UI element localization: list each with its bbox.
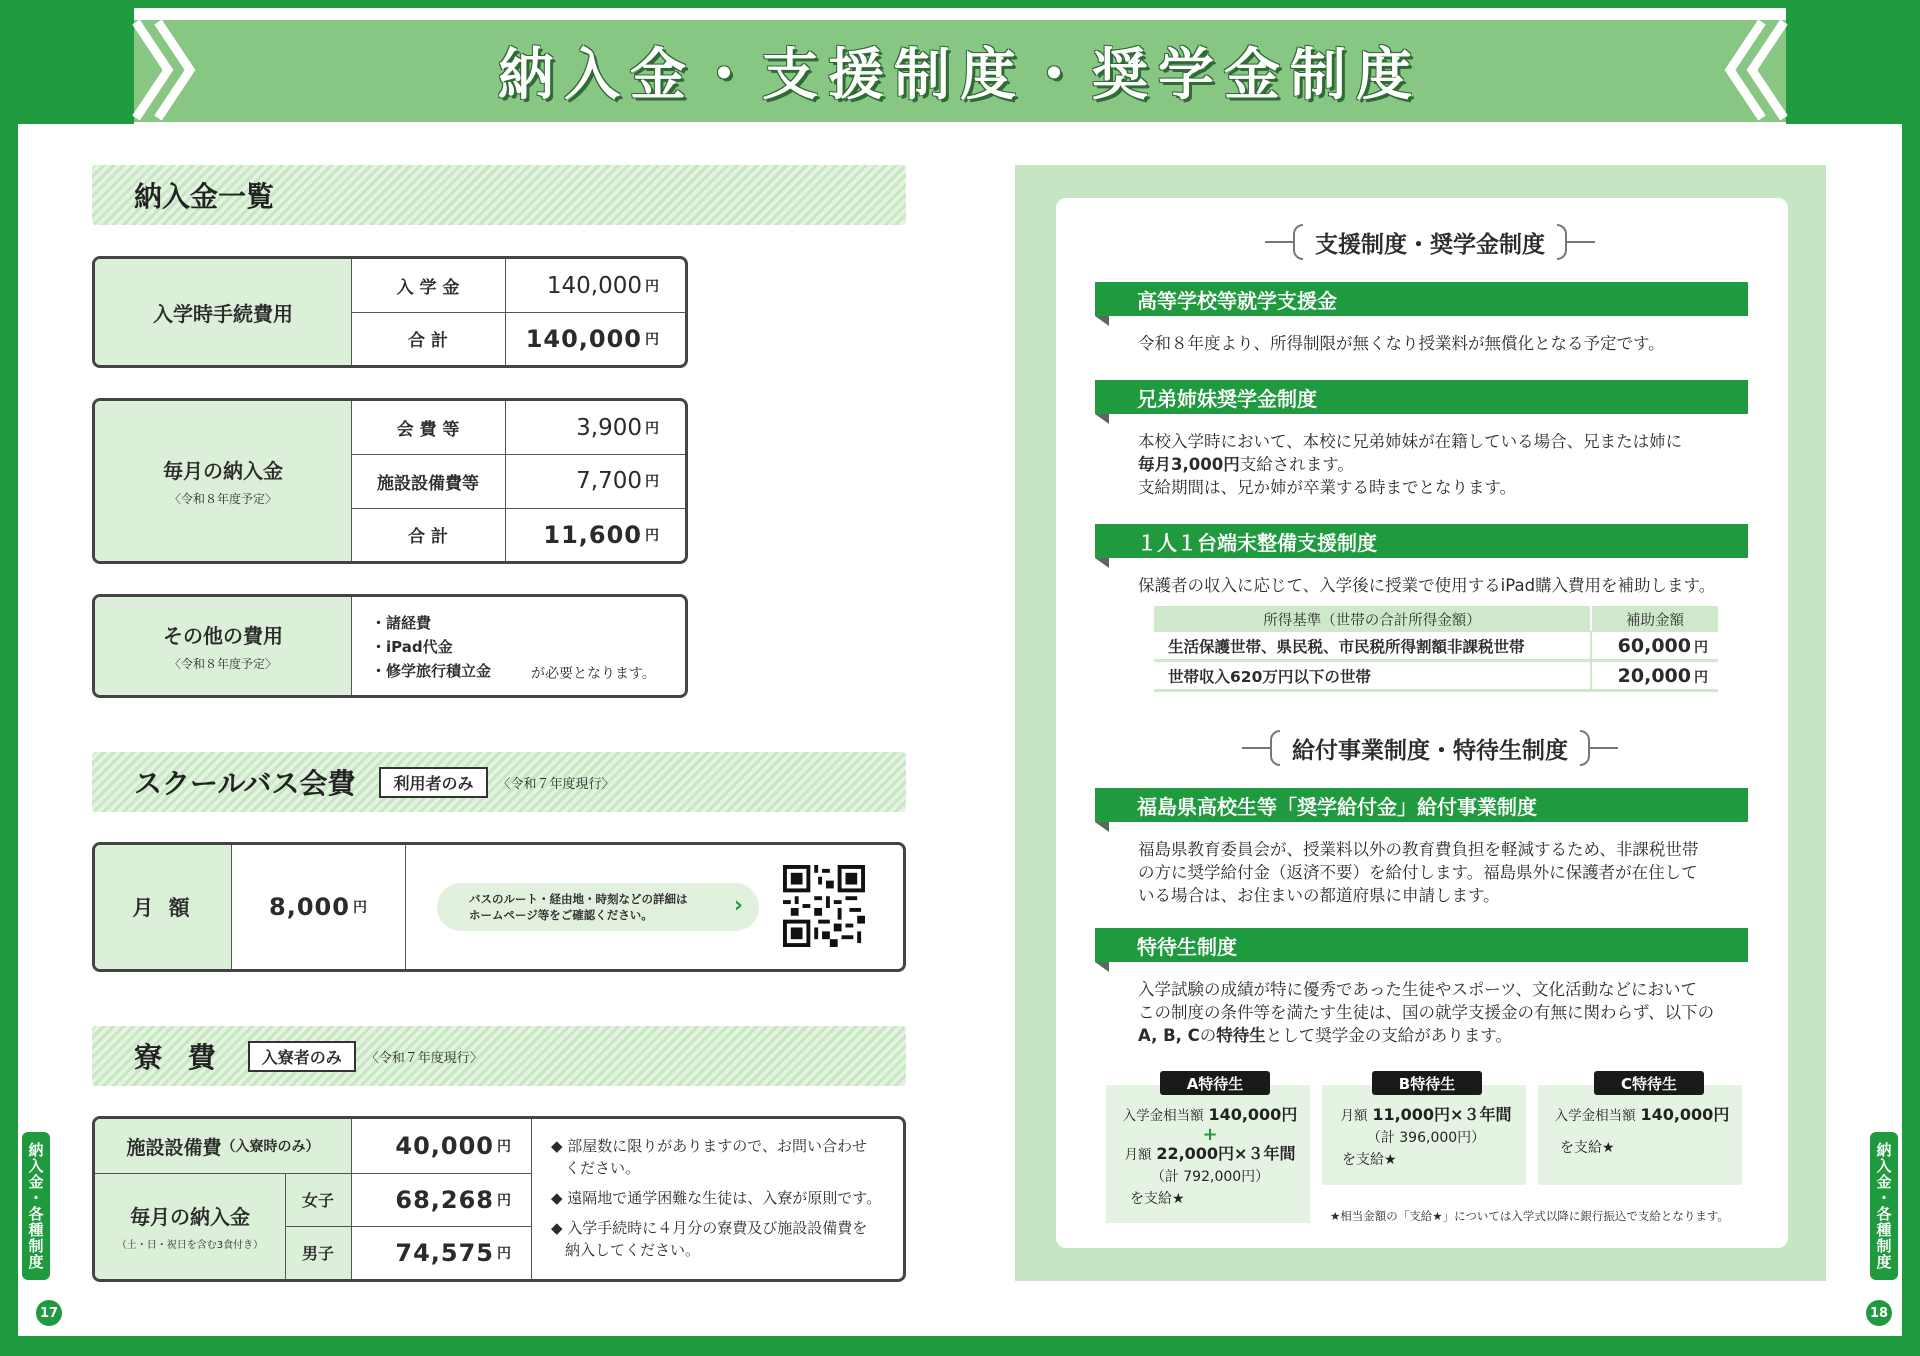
special-student-text: 入学試験の成績が特に優秀であった生徒やスポーツ、文化活動などにおいて この制度の条件等を満たす生徒は、国の就学支援金の有無に関わらず、以下の A, B, Cの特待生として奨学金の支給があります。: [1138, 980, 1715, 1045]
monthly-label: 毎月の納入金: [163, 459, 283, 483]
bus-link-text-1: バスのルート・経由地・時刻などの詳細は: [469, 892, 688, 906]
dorm-note-item: ◆ 遠隔地で通学困難な生徒は、入寮が原則です。: [551, 1189, 882, 1207]
bus-note: 〈令和７年度現行〉: [497, 776, 615, 792]
right-chevron-icon: [1722, 18, 1792, 122]
dorm-male-label: 男子: [301, 1244, 334, 1263]
left-header-block: [0, 0, 134, 124]
tier-footnote: ★相当金額の「支給★」については入学式以降に銀行振込で支給となります。: [1330, 1209, 1729, 1223]
dorm-notes: [551, 1135, 901, 1261]
dorm-monthly-label-cell: [95, 1173, 285, 1279]
dorm-note-item: ◆ 入学手続時に４月分の寮費及び施設設備費を 納入してください。: [551, 1219, 868, 1259]
bus-link-button[interactable]: [437, 883, 759, 931]
top-border: [0, 0, 1920, 8]
bus-heading-text: スクールバス会費: [134, 767, 356, 800]
dorm-female-amount: 68,268 円: [395, 1185, 511, 1214]
dorm-section-heading: [92, 1026, 906, 1086]
title-band: [134, 20, 1786, 122]
bus-link-text-2: ホームページ等をご確認ください。: [469, 908, 653, 922]
fees-heading-text: 納入金一覧: [134, 180, 275, 213]
tier-c-tag: C特待生: [1594, 1071, 1704, 1095]
support-heading: [1090, 222, 1770, 262]
other-label: その他の費用: [163, 624, 283, 648]
monthly-total-value: 11,600 円: [543, 520, 659, 549]
dorm-monthly-sub: （土・日・祝日を含む3食付き）: [116, 1240, 264, 1251]
subsidy-col-criteria: 所得基準（世帯の合計所得金額）: [1263, 612, 1481, 629]
table-row: 世帯収入620万円以下の世帯 20,000 円: [1154, 662, 1718, 692]
entrance-total-value: 140,000 円: [525, 324, 659, 353]
other-note: が必要となります。: [531, 666, 656, 682]
monthly-sub: 〈令和８年度予定〉: [168, 492, 277, 506]
dorm-facility-amount: 40,000 円: [395, 1132, 511, 1160]
dorm-facility-label-sub: （入寮時のみ）: [221, 1139, 320, 1155]
dorm-heading-text: 寮 費: [134, 1041, 224, 1074]
bus-label: 月 額: [132, 896, 194, 920]
bus-fee-card: [92, 842, 906, 972]
other-sub: 〈令和８年度予定〉: [168, 657, 277, 671]
dorm-fee-card: [92, 1116, 906, 1282]
subsidy-col-amount: 補助金額: [1626, 612, 1684, 629]
fees-section-heading: [92, 165, 906, 225]
support-heading-text: 支援制度・奨学金制度: [1315, 231, 1545, 258]
entrance-row-item: 入 学 金: [396, 278, 460, 298]
monthly-label-cell: [95, 401, 351, 561]
dorm-tag: 入寮者のみ: [248, 1041, 356, 1072]
device-support-text: 保護者の収入に応じて、入学後に授業で使用するiPad購入費用を補助します。: [1138, 576, 1716, 595]
bar-sibling-scholarship: 兄弟姉妹奨学金制度: [1095, 380, 1748, 414]
dorm-note: 〈令和７年度現行〉: [365, 1050, 483, 1066]
page-number-right: 18: [1866, 1300, 1892, 1326]
bar-fukushima-benefit: 福島県高校生等「奨学給付金」給付事業制度: [1095, 788, 1748, 822]
tier-b-text: 月額 11,000円×３年間 （計 396,000円） を支給★: [1340, 1105, 1512, 1168]
qr-code-icon[interactable]: [783, 865, 865, 947]
bar-device-support: １人１台端末整備支援制度: [1095, 524, 1748, 558]
other-item: ・諸経費: [371, 614, 432, 632]
left-border: [0, 0, 18, 1356]
tuition-support-text: 令和８年度より、所得制限が無くなり授業料が無償化となる予定です。: [1138, 334, 1665, 353]
side-tab-right: 納入金・各種制度: [1870, 1132, 1898, 1280]
monthly-row-item-2: 施設設備費等: [377, 473, 479, 494]
dorm-male-amount: 74,575 円: [395, 1238, 511, 1267]
sibling-scholarship-text: 本校入学時において、本校に兄弟姉妹が在籍している場合、兄または姉に 毎月3,000円支給されます。 支給期間は、兄か姉が卒業する時までとなります。: [1138, 432, 1683, 497]
monthly-row-value-1: 3,900 円: [576, 414, 659, 441]
tier-a-text: 入学金相当額 140,000円 + 月額 22,000円×３年間 （計 792,000円） を支給★: [1122, 1105, 1298, 1207]
entrance-row-value: 140,000 円: [546, 272, 659, 299]
sibling-amount: 毎月3,000円: [1138, 455, 1240, 474]
tier-a-tag: A特待生: [1160, 1071, 1270, 1095]
bar-special-student: 特待生制度: [1095, 928, 1748, 962]
monthly-total-item: 合 計: [408, 527, 448, 547]
entrance-label: 入学時手続費用: [153, 301, 293, 326]
right-border: [1902, 0, 1920, 1356]
table-row: 生活保護世帯、県民税、市民税所得割額非課税世帯 60,000 円: [1154, 632, 1718, 662]
bus-tag: 利用者のみ: [379, 767, 487, 798]
entrance-total-item: 合 計: [408, 331, 448, 351]
other-label-cell: [95, 597, 351, 695]
tier-c-text: 入学金相当額 140,000円 を支給★: [1554, 1105, 1730, 1156]
fukushima-benefit-text: 福島県教育委員会が、授業料以外の教育費負担を軽減するため、非課税世帯 の方に奨学給付金（返済不要）を給付します。福島県外に保護者が在住して いる場合は、お住まいの都道府県に申請します。: [1138, 840, 1699, 905]
dorm-female-label: 女子: [301, 1191, 334, 1210]
monthly-fee-card: [92, 398, 688, 564]
dorm-monthly-label: 毎月の納入金: [130, 1205, 250, 1229]
side-tab-left: 納入金・各種制度: [22, 1132, 50, 1280]
other-items-list: [371, 611, 491, 683]
other-item: ・iPad代金: [371, 638, 453, 656]
bus-section-heading: [92, 752, 906, 812]
right-header-block: [1786, 0, 1920, 124]
monthly-row-item-1: 会 費 等: [396, 420, 460, 440]
bottom-border: [0, 1336, 1920, 1356]
entrance-fee-card: [92, 256, 688, 368]
bus-label-cell: [95, 845, 231, 969]
chevron-right-icon: ›: [733, 893, 743, 918]
dorm-facility-label: 施設設備費: [126, 1136, 222, 1159]
page-number-left: 17: [36, 1300, 62, 1326]
other-fee-card: [92, 594, 688, 698]
benefit-heading: [1090, 728, 1770, 768]
dorm-note-item: ◆ 部屋数に限りがありますので、お問い合わせ ください。: [551, 1137, 868, 1177]
dorm-facility-label-cell: [95, 1119, 351, 1173]
subsidy-table: [1154, 606, 1718, 692]
left-chevron-icon: [128, 18, 198, 122]
bar-tuition-support: 高等学校等就学支援金: [1095, 282, 1748, 316]
page-title: 納入金・支援制度・奨学金制度: [498, 43, 1422, 108]
benefit-heading-text: 給付事業制度・特待生制度: [1292, 737, 1568, 764]
bus-amount-cell: 8,000 円: [269, 893, 367, 921]
other-item: ・修学旅行積立金: [371, 662, 492, 680]
monthly-row-value-2: 7,700 円: [576, 468, 659, 494]
tier-b-tag: B特待生: [1372, 1071, 1482, 1095]
entrance-label-cell: [95, 259, 351, 365]
